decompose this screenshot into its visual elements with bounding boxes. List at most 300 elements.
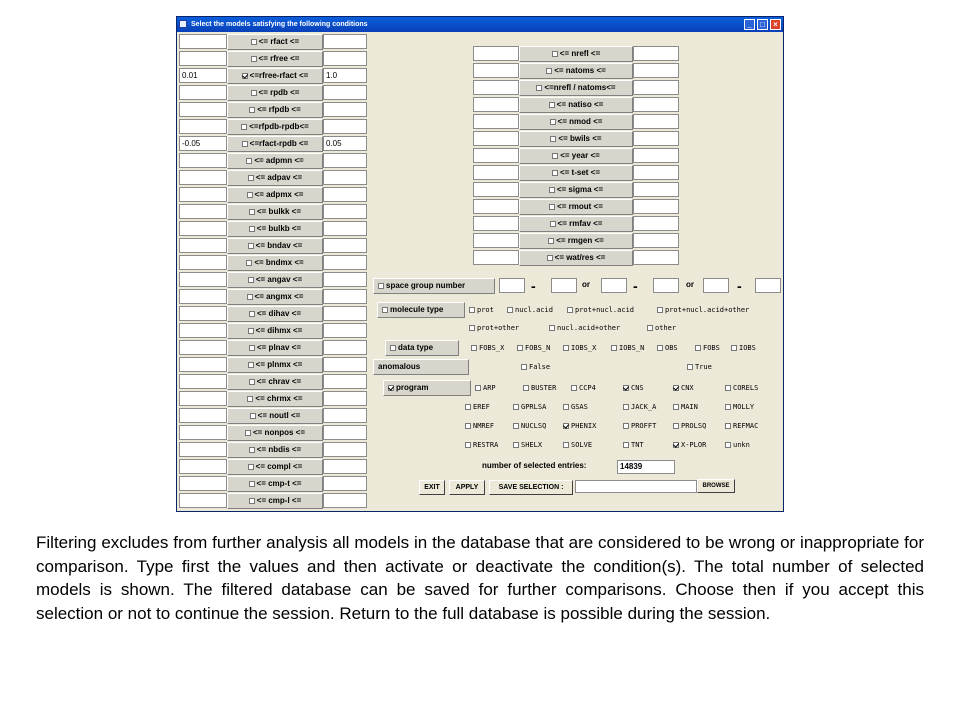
condition-min-input[interactable] (179, 442, 227, 457)
condition-max-input[interactable] (323, 187, 367, 202)
option-check[interactable] (725, 423, 731, 429)
condition-min-input[interactable] (179, 187, 227, 202)
condition-max-input[interactable] (633, 182, 679, 197)
option-checkbox[interactable] (563, 342, 596, 354)
space-group-label: space group number (386, 281, 466, 290)
option-checkbox[interactable] (673, 382, 694, 394)
condition-checkbox[interactable] (246, 260, 252, 266)
condition-max-input[interactable] (323, 238, 367, 253)
condition-min-input[interactable] (179, 459, 227, 474)
option-check[interactable] (513, 423, 519, 429)
condition-checkbox[interactable] (247, 192, 253, 198)
condition-max-input[interactable] (323, 51, 367, 66)
option-check[interactable] (563, 423, 569, 429)
condition-checkbox[interactable] (548, 238, 554, 244)
condition-max-input[interactable] (323, 255, 367, 270)
range-dash: - (633, 278, 638, 294)
condition-max-input[interactable] (323, 34, 367, 49)
condition-min-input[interactable] (179, 289, 227, 304)
condition-min-input[interactable] (473, 46, 519, 61)
option-check[interactable] (471, 345, 477, 351)
condition-checkbox[interactable] (249, 209, 255, 215)
option-check[interactable] (513, 404, 519, 410)
condition-checkbox[interactable] (249, 498, 255, 504)
condition-toggle[interactable] (227, 289, 323, 305)
option-checkbox[interactable] (647, 322, 676, 334)
option-check[interactable] (657, 307, 663, 313)
condition-toggle[interactable] (227, 136, 323, 152)
condition-min-input[interactable] (179, 34, 227, 49)
space-group-input[interactable] (551, 278, 577, 293)
condition-checkbox[interactable] (251, 56, 257, 62)
condition-min-input[interactable] (473, 114, 519, 129)
option-checkbox[interactable] (513, 420, 546, 432)
condition-checkbox[interactable] (248, 243, 254, 249)
option-check[interactable] (507, 307, 513, 313)
condition-checkbox[interactable] (549, 204, 555, 210)
condition-max-input[interactable] (323, 374, 367, 389)
option-label: REFMAC (733, 422, 759, 430)
condition-label: <= bulkk <= (256, 207, 302, 216)
space-group-input[interactable] (703, 278, 729, 293)
option-checkbox[interactable] (695, 342, 720, 354)
option-check[interactable] (673, 404, 679, 410)
condition-toggle[interactable] (519, 97, 633, 113)
option-checkbox[interactable] (725, 439, 750, 451)
option-checkbox[interactable] (725, 401, 754, 413)
option-checkbox[interactable] (657, 342, 678, 354)
condition-checkbox[interactable] (247, 294, 253, 300)
option-check[interactable] (725, 385, 731, 391)
condition-checkbox[interactable] (242, 73, 248, 79)
space-group-toggle[interactable] (373, 278, 495, 294)
option-check[interactable] (623, 442, 629, 448)
option-checkbox[interactable] (471, 342, 504, 354)
condition-max-input[interactable] (323, 153, 367, 168)
condition-toggle[interactable] (519, 80, 633, 96)
condition-min-input[interactable] (473, 199, 519, 214)
condition-min-input[interactable] (179, 238, 227, 253)
condition-min-input[interactable] (179, 476, 227, 491)
program-checkbox[interactable] (388, 385, 394, 391)
condition-checkbox[interactable] (249, 345, 255, 351)
apply-button[interactable]: APPLY (449, 480, 485, 495)
condition-toggle[interactable] (519, 233, 633, 249)
condition-max-input[interactable] (633, 233, 679, 248)
option-check[interactable] (549, 325, 555, 331)
condition-label: <=rfpdb-rpdb<= (249, 122, 309, 131)
option-checkbox[interactable] (725, 420, 758, 432)
condition-max-input[interactable]: 0.05 (323, 136, 367, 151)
condition-min-input[interactable] (179, 374, 227, 389)
condition-min-input[interactable] (473, 97, 519, 112)
condition-min-input[interactable] (179, 323, 227, 338)
option-checkbox[interactable] (563, 420, 596, 432)
option-check[interactable] (563, 442, 569, 448)
condition-min-input[interactable]: 0.01 (179, 68, 227, 83)
space-group-checkbox[interactable] (378, 283, 384, 289)
condition-max-input[interactable] (633, 165, 679, 180)
space-group-input[interactable] (499, 278, 525, 293)
condition-toggle[interactable] (227, 357, 323, 373)
condition-label: <= rpdb <= (258, 88, 300, 97)
condition-toggle[interactable] (227, 221, 323, 237)
anomalous-false-option[interactable] (521, 361, 550, 373)
condition-max-input[interactable] (323, 425, 367, 440)
condition-min-input[interactable] (179, 119, 227, 134)
condition-max-input[interactable] (323, 323, 367, 338)
condition-checkbox[interactable] (249, 379, 255, 385)
condition-max-input[interactable] (633, 80, 679, 95)
condition-toggle[interactable] (227, 187, 323, 203)
condition-toggle[interactable] (519, 216, 633, 232)
data-type-checkbox[interactable] (390, 345, 396, 351)
option-checkbox[interactable] (523, 382, 556, 394)
option-check[interactable] (523, 385, 529, 391)
option-checkbox[interactable] (673, 439, 706, 451)
option-check[interactable] (673, 442, 679, 448)
condition-toggle[interactable] (227, 425, 323, 441)
option-check[interactable] (563, 404, 569, 410)
condition-label: <= rfact <= (258, 37, 300, 46)
anomalous-false-checkbox[interactable] (521, 364, 527, 370)
condition-label: <= chrav <= (256, 377, 302, 386)
option-check[interactable] (623, 404, 629, 410)
anomalous-true-option[interactable] (687, 361, 712, 373)
option-label: OBS (665, 344, 678, 352)
condition-toggle[interactable] (519, 46, 633, 62)
condition-toggle[interactable] (519, 148, 633, 164)
condition-checkbox[interactable] (250, 413, 256, 419)
condition-toggle[interactable] (227, 102, 323, 118)
option-check[interactable] (657, 345, 663, 351)
condition-max-input[interactable] (323, 306, 367, 321)
option-check[interactable] (567, 307, 573, 313)
condition-checkbox[interactable] (248, 362, 254, 368)
option-checkbox[interactable] (465, 420, 494, 432)
option-label: IOBS_X (571, 344, 597, 352)
condition-min-input[interactable] (179, 357, 227, 372)
option-checkbox[interactable] (563, 401, 588, 413)
condition-max-input[interactable] (633, 46, 679, 61)
option-checkbox[interactable] (657, 304, 749, 316)
condition-min-input[interactable] (179, 493, 227, 508)
condition-label: <= nbdis <= (256, 445, 302, 454)
option-checkbox[interactable] (611, 342, 644, 354)
condition-min-input[interactable] (473, 165, 519, 180)
condition-toggle[interactable] (227, 493, 323, 509)
condition-toggle[interactable] (227, 476, 323, 492)
condition-checkbox[interactable] (249, 311, 255, 317)
condition-checkbox[interactable] (245, 430, 251, 436)
option-check[interactable] (475, 385, 481, 391)
condition-label: <= bndav <= (255, 241, 303, 250)
condition-checkbox[interactable] (249, 447, 255, 453)
option-label: PROFFT (631, 422, 657, 430)
option-check[interactable] (517, 345, 523, 351)
condition-max-input[interactable] (633, 97, 679, 112)
option-check[interactable] (469, 325, 475, 331)
option-checkbox[interactable] (513, 439, 542, 451)
condition-min-input[interactable] (179, 170, 227, 185)
option-checkbox[interactable] (623, 439, 644, 451)
condition-label: <=rfree-rfact <= (249, 71, 309, 80)
condition-min-input[interactable] (179, 153, 227, 168)
option-check[interactable] (623, 423, 629, 429)
condition-min-input[interactable] (179, 85, 227, 100)
condition-label: <= sigma <= (556, 185, 604, 194)
condition-max-input[interactable] (633, 199, 679, 214)
molecule-type-checkbox[interactable] (382, 307, 388, 313)
condition-checkbox[interactable] (248, 328, 254, 334)
option-check[interactable] (731, 345, 737, 351)
condition-checkbox[interactable] (248, 277, 254, 283)
condition-checkbox[interactable] (547, 255, 553, 261)
condition-min-input[interactable] (179, 255, 227, 270)
condition-toggle[interactable] (227, 34, 323, 50)
condition-checkbox[interactable] (249, 107, 255, 113)
condition-max-input[interactable] (633, 250, 679, 265)
option-label: CCP4 (579, 384, 596, 392)
option-label: other (655, 324, 677, 332)
condition-toggle[interactable] (519, 250, 633, 266)
condition-max-input[interactable] (323, 459, 367, 474)
condition-min-input[interactable] (473, 148, 519, 163)
option-label: NMREF (473, 422, 495, 430)
option-checkbox[interactable] (673, 420, 706, 432)
option-checkbox[interactable] (563, 439, 592, 451)
condition-min-input[interactable] (473, 250, 519, 265)
option-checkbox[interactable] (465, 439, 498, 451)
condition-toggle[interactable] (227, 442, 323, 458)
option-label: CORELS (733, 384, 759, 392)
condition-checkbox[interactable] (249, 226, 255, 232)
condition-min-input[interactable] (179, 391, 227, 406)
condition-max-input[interactable] (323, 476, 367, 491)
close-icon[interactable]: × (770, 19, 781, 30)
condition-label: <= adpav <= (255, 173, 303, 182)
condition-label: <= bwils <= (558, 134, 602, 143)
condition-max-input[interactable]: 1.0 (323, 68, 367, 83)
condition-max-input[interactable] (323, 442, 367, 457)
condition-toggle[interactable] (227, 323, 323, 339)
condition-toggle[interactable] (227, 85, 323, 101)
condition-max-input[interactable] (633, 216, 679, 231)
condition-max-input[interactable] (323, 391, 367, 406)
anomalous-true-checkbox[interactable] (687, 364, 693, 370)
condition-checkbox[interactable] (249, 481, 255, 487)
option-check[interactable] (513, 442, 519, 448)
option-check[interactable] (623, 385, 629, 391)
option-check[interactable] (465, 423, 471, 429)
option-checkbox[interactable] (731, 342, 756, 354)
option-check[interactable] (571, 385, 577, 391)
option-checkbox[interactable] (673, 401, 698, 413)
condition-max-input[interactable] (323, 272, 367, 287)
condition-max-input[interactable] (323, 289, 367, 304)
condition-toggle[interactable] (227, 272, 323, 288)
condition-toggle[interactable] (227, 391, 323, 407)
option-checkbox[interactable] (623, 420, 656, 432)
condition-max-input[interactable] (323, 493, 367, 508)
condition-toggle[interactable] (519, 199, 633, 215)
option-check[interactable] (465, 404, 471, 410)
option-label: PHENIX (571, 422, 597, 430)
condition-checkbox[interactable] (552, 51, 558, 57)
option-check[interactable] (673, 423, 679, 429)
option-check[interactable] (647, 325, 653, 331)
condition-min-input[interactable] (179, 221, 227, 236)
condition-toggle[interactable] (227, 68, 323, 84)
condition-toggle[interactable] (227, 153, 323, 169)
condition-toggle[interactable] (227, 306, 323, 322)
option-checkbox[interactable] (623, 401, 656, 413)
molecule-type-toggle[interactable] (377, 302, 465, 318)
anomalous-toggle[interactable] (373, 359, 469, 375)
condition-max-input[interactable] (323, 102, 367, 117)
condition-min-input[interactable]: -0.05 (179, 136, 227, 151)
condition-checkbox[interactable] (549, 187, 555, 193)
option-checkbox[interactable] (623, 382, 644, 394)
condition-min-input[interactable] (473, 233, 519, 248)
condition-min-input[interactable] (473, 80, 519, 95)
condition-checkbox[interactable] (550, 136, 556, 142)
option-checkbox[interactable] (465, 401, 490, 413)
condition-min-input[interactable] (179, 340, 227, 355)
minimize-icon[interactable]: _ (744, 19, 755, 30)
save-path-input[interactable] (575, 480, 697, 493)
condition-min-input[interactable] (179, 408, 227, 423)
condition-toggle[interactable] (227, 119, 323, 135)
condition-checkbox[interactable] (552, 153, 558, 159)
condition-toggle[interactable] (227, 374, 323, 390)
option-label: ARP (483, 384, 496, 392)
data-type-toggle[interactable] (385, 340, 459, 356)
option-checkbox[interactable] (469, 304, 494, 316)
title-bar (177, 17, 783, 32)
option-checkbox[interactable] (567, 304, 634, 316)
option-check[interactable] (673, 385, 679, 391)
condition-checkbox[interactable] (247, 396, 253, 402)
space-group-input[interactable] (601, 278, 627, 293)
condition-max-input[interactable] (323, 85, 367, 100)
maximize-icon[interactable]: □ (757, 19, 768, 30)
program-toggle[interactable] (383, 380, 471, 396)
option-check[interactable] (563, 345, 569, 351)
condition-max-input[interactable] (633, 63, 679, 78)
option-checkbox[interactable] (475, 382, 496, 394)
condition-toggle[interactable] (227, 340, 323, 356)
option-label: JACK_A (631, 403, 657, 411)
save-selection-button[interactable]: SAVE SELECTION : (489, 480, 573, 495)
condition-checkbox[interactable] (248, 175, 254, 181)
condition-checkbox[interactable] (546, 68, 552, 74)
condition-toggle[interactable] (227, 459, 323, 475)
condition-checkbox[interactable] (550, 119, 556, 125)
condition-toggle[interactable] (227, 255, 323, 271)
condition-max-input[interactable] (633, 114, 679, 129)
condition-min-input[interactable] (473, 63, 519, 78)
or-label: or (582, 280, 590, 289)
option-check[interactable] (611, 345, 617, 351)
option-checkbox[interactable] (725, 382, 758, 394)
condition-checkbox[interactable] (251, 90, 257, 96)
condition-checkbox[interactable] (550, 221, 556, 227)
condition-max-input[interactable] (323, 221, 367, 236)
option-label: nucl.acid (515, 306, 553, 314)
condition-label: <= rmout <= (557, 202, 603, 211)
condition-min-input[interactable] (179, 272, 227, 287)
condition-checkbox[interactable] (552, 170, 558, 176)
condition-min-input[interactable] (179, 204, 227, 219)
condition-min-input[interactable] (179, 102, 227, 117)
condition-min-input[interactable] (473, 131, 519, 146)
condition-max-input[interactable] (633, 131, 679, 146)
condition-min-input[interactable] (179, 51, 227, 66)
condition-toggle[interactable] (519, 63, 633, 79)
condition-max-input[interactable] (323, 204, 367, 219)
option-check[interactable] (695, 345, 701, 351)
condition-max-input[interactable] (323, 170, 367, 185)
condition-checkbox[interactable] (549, 102, 555, 108)
condition-toggle[interactable] (519, 182, 633, 198)
option-checkbox[interactable] (469, 322, 519, 334)
condition-checkbox[interactable] (248, 464, 254, 470)
condition-toggle[interactable] (519, 165, 633, 181)
or-label: or (686, 280, 694, 289)
option-checkbox[interactable] (513, 401, 546, 413)
option-check[interactable] (469, 307, 475, 313)
condition-toggle[interactable] (227, 238, 323, 254)
option-check[interactable] (725, 404, 731, 410)
condition-min-input[interactable] (179, 306, 227, 321)
condition-toggle[interactable] (519, 114, 633, 130)
space-group-input[interactable] (755, 278, 781, 293)
option-checkbox[interactable] (517, 342, 550, 354)
condition-checkbox[interactable] (241, 124, 247, 130)
option-check[interactable] (465, 442, 471, 448)
option-checkbox[interactable] (507, 304, 553, 316)
condition-max-input[interactable] (633, 148, 679, 163)
condition-toggle[interactable] (519, 131, 633, 147)
condition-toggle[interactable] (227, 204, 323, 220)
range-dash: - (737, 278, 742, 294)
exit-button[interactable]: EXIT (419, 480, 445, 495)
option-check[interactable] (725, 442, 731, 448)
condition-label: <= nmod <= (557, 117, 603, 126)
condition-checkbox[interactable] (251, 39, 257, 45)
condition-checkbox[interactable] (246, 158, 252, 164)
condition-max-input[interactable] (323, 340, 367, 355)
condition-toggle[interactable] (227, 170, 323, 186)
condition-toggle[interactable] (227, 408, 323, 424)
browse-button[interactable]: BROWSE (697, 479, 735, 493)
condition-label: <= cmp-l <= (256, 496, 302, 505)
option-label: CNS (631, 384, 644, 392)
condition-min-input[interactable] (473, 182, 519, 197)
condition-toggle[interactable] (227, 51, 323, 67)
condition-max-input[interactable] (323, 357, 367, 372)
condition-min-input[interactable] (179, 425, 227, 440)
condition-max-input[interactable] (323, 408, 367, 423)
option-checkbox[interactable] (549, 322, 620, 334)
space-group-input[interactable] (653, 278, 679, 293)
option-checkbox[interactable] (571, 382, 596, 394)
condition-checkbox[interactable] (242, 141, 248, 147)
condition-max-input[interactable] (323, 119, 367, 134)
condition-min-input[interactable] (473, 216, 519, 231)
condition-checkbox[interactable] (536, 85, 542, 91)
